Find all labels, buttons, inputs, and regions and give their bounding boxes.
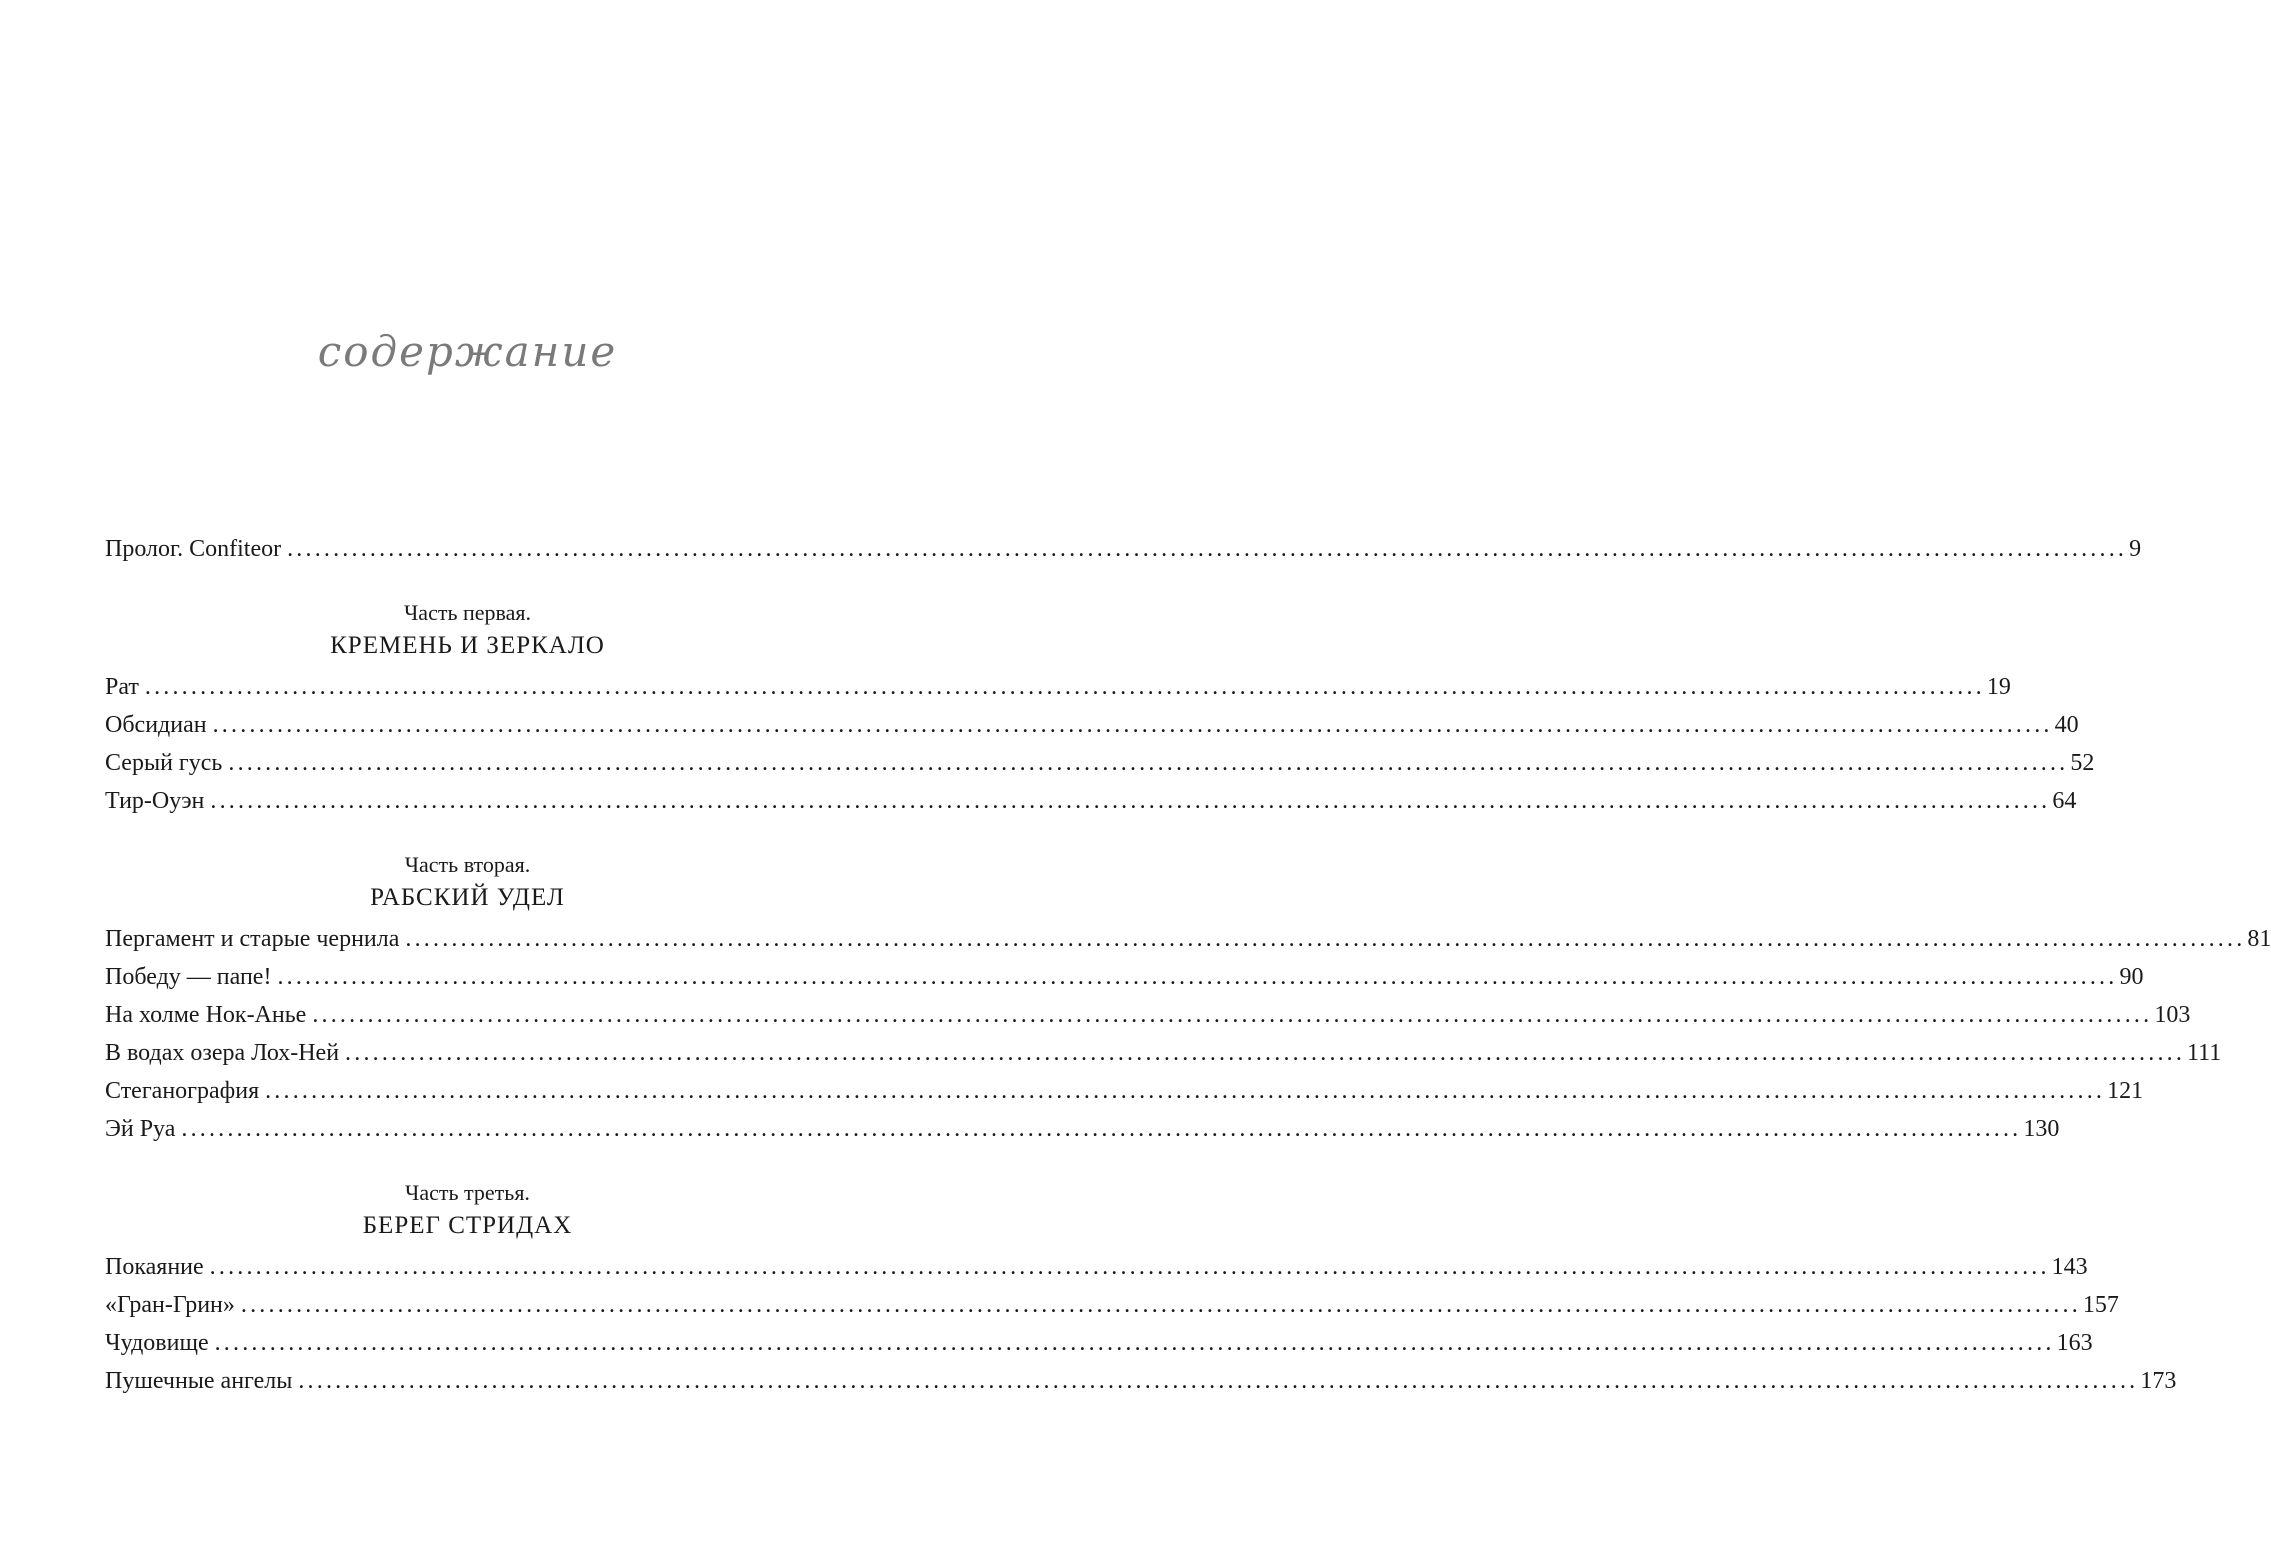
toc-entry-prologue[interactable]: [105, 530, 2142, 568]
toc-entry-label: Пушечные ангелы: [105, 1368, 293, 1394]
toc-entry-label: Серый гусь: [105, 750, 223, 776]
toc-entry-page: 81: [2247, 926, 2271, 952]
toc-entry-label: Пролог. Confiteor: [105, 536, 282, 562]
toc-entry-page: 121: [2107, 1078, 2144, 1104]
toc-entry[interactable]: [105, 706, 2079, 744]
part-title: РАБСКИЙ УДЕЛ: [370, 884, 565, 911]
toc-entry-page: 9: [2129, 536, 2142, 562]
toc-entry-page: 64: [2052, 788, 2077, 814]
toc-entry-label: Победу — папе!: [105, 964, 272, 990]
part-heading: Часть третья.: [405, 1180, 530, 1205]
dot-leader: ........................................................................................................................................................................................................: [228, 750, 2069, 776]
toc-entry-page: 143: [2051, 1254, 2088, 1280]
dot-leader: ........................................................................................................................................................................................................: [312, 1002, 2153, 1028]
toc-entry-page: 52: [2070, 750, 2095, 776]
toc-entry-label: Рат: [105, 674, 139, 700]
dot-leader: ........................................................................................................................................................................................................: [298, 1368, 2139, 1394]
dot-leader: ........................................................................................................................................................................................................: [212, 712, 2053, 738]
toc-entry-label: «Гран-Грин»: [105, 1292, 235, 1318]
toc-entry[interactable]: [105, 744, 2095, 782]
toc-entry[interactable]: [105, 1286, 2119, 1324]
part-heading: Часть вторая.: [404, 852, 531, 877]
toc-entry[interactable]: [105, 668, 2011, 706]
toc-entry-page: 111: [2187, 1040, 2222, 1066]
toc-entry-page: 90: [2119, 964, 2144, 990]
toc-entry[interactable]: [105, 958, 2144, 996]
dot-leader: ........................................................................................................................................................................................................: [144, 674, 1985, 700]
toc-entry[interactable]: [105, 996, 2191, 1034]
toc-entry-label: Покаяние: [105, 1254, 204, 1280]
toc-entry[interactable]: [105, 1248, 2088, 1286]
dot-leader: ........................................................................................................................................................................................................: [405, 926, 2246, 952]
table-of-contents: [105, 530, 2271, 1400]
toc-entry-label: Обсидиан: [105, 712, 207, 738]
toc-entry-page: 163: [2056, 1330, 2093, 1356]
part-heading: Часть первая.: [404, 600, 531, 625]
toc-entry[interactable]: [105, 1110, 2060, 1148]
toc-entry[interactable]: [105, 1034, 2222, 1072]
part-title: БЕРЕГ СТРИДАХ: [362, 1212, 573, 1239]
toc-entry-label: Чудовище: [105, 1330, 209, 1356]
toc-entry-label: Пергамент и старые чернила: [105, 926, 400, 952]
toc-entry-page: 130: [2023, 1116, 2060, 1142]
toc-entry-page: 103: [2154, 1002, 2191, 1028]
toc-entry-label: Эй Руа: [105, 1116, 176, 1142]
dot-leader: ........................................................................................................................................................................................................: [240, 1292, 2081, 1318]
toc-entry-page: 40: [2054, 712, 2079, 738]
toc-entry-page: 173: [2140, 1368, 2177, 1394]
part-title: КРЕМЕНЬ И ЗЕРКАЛО: [330, 632, 605, 659]
toc-entry[interactable]: [105, 782, 2077, 820]
toc-entry-page: 19: [1986, 674, 2011, 700]
toc-entry[interactable]: [105, 1072, 2144, 1110]
toc-entry[interactable]: [105, 1324, 2093, 1362]
toc-entry-page: 157: [2082, 1292, 2119, 1318]
dot-leader: ........................................................................................................................................................................................................: [287, 536, 2128, 562]
toc-entry[interactable]: [105, 920, 2271, 958]
page-title: содержание: [317, 327, 618, 376]
dot-leader: ........................................................................................................................................................................................................: [265, 1078, 2106, 1104]
dot-leader: ........................................................................................................................................................................................................: [214, 1330, 2055, 1356]
toc-entry-label: Тир-Оуэн: [105, 788, 205, 814]
dot-leader: ........................................................................................................................................................................................................: [210, 788, 2051, 814]
toc-entry-label: В водах озера Лох-Ней: [105, 1040, 340, 1066]
toc-entry-label: На холме Нок-Анье: [105, 1002, 307, 1028]
dot-leader: ........................................................................................................................................................................................................: [181, 1116, 2022, 1142]
dot-leader: ........................................................................................................................................................................................................: [209, 1254, 2050, 1280]
dot-leader: ........................................................................................................................................................................................................: [345, 1040, 2186, 1066]
toc-entry[interactable]: [105, 1362, 2177, 1400]
dot-leader: ........................................................................................................................................................................................................: [277, 964, 2118, 990]
toc-entry-label: Стеганография: [105, 1078, 260, 1104]
